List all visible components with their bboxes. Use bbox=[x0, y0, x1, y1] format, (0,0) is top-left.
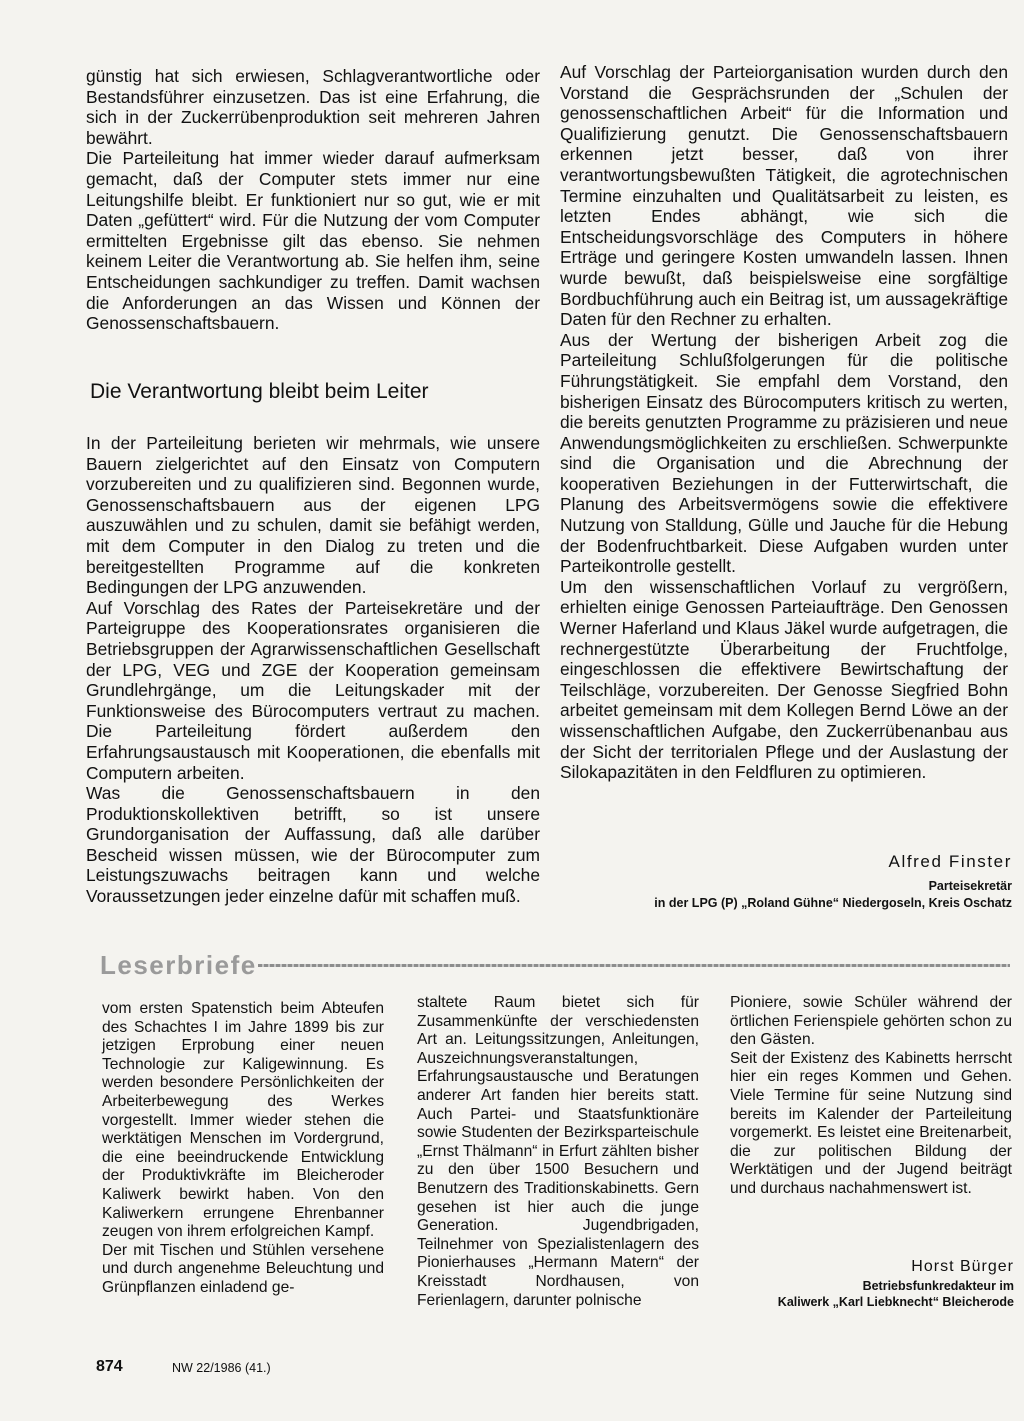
paragraph: Aus der Wertung der bisherigen Arbeit zog die Parteileitung Schlußfolgerungen für die politische Führungstätigkeit. Sie empfahl dem Vorstand, den bisherigen Einsatz des Bürocomputers kritisch zu werten, die bereits genutzten Programme zu präzisieren und neue Anwendungsmöglichkeiten zu erschließen. Schwerpunkte sind die Organisation und die Abrechnung der kooperativen Beziehungen in der Futterwirtschaft, die Planung des Arbeitsvermögens sowie die effektivere Nutzung von Stalldung, Gülle und Jauche für die Hebung der Bodenfruchtbarkeit. Diese Aufgaben wurden unter Parteikontrolle gestellt. bbox=[560, 329, 1008, 577]
paragraph: Um den wissenschaftlichen Vorlauf zu vergrößern, erhielten einige Genossen Parteiaufträge. Den Genossen Werner Haferland und Klaus Jäkel wurde aufgetragen, die rechnergestützte Überarbeitung der Fruchtfolge, eingeschlossen die effektivere Bewirtschaftung der Teilschläge, vorzubereiten. Der Genosse Siegfried Bohn arbeitet gemeinsam mit dem Kollegen Bernd Löwe an der wissenschaftlichen Aufgabe, den Zuckerrübenanbau aus der Sicht der territorialen Pflege und der Auslastung der Silokapazitäten in den Feldfluren zu optimieren. bbox=[560, 576, 1008, 783]
letter-author-organization: Kaliwerk „Karl Liebknecht“ Bleicherode bbox=[777, 1295, 1014, 1309]
paragraph: günstig hat sich erwiesen, Schlagverantwortliche oder Bestandsführer einzusetzen. Das ist eine Erfahrung, die sich in der Zuckerrübenproduktion seit mehreren Jahren bewährt. bbox=[86, 66, 540, 148]
paragraph: staltete Raum bietet sich für Zusammenkünfte der verschiedensten Art an. Leitungssitzungen, Anleitungen, Auszeichnungsveranstaltungen, Erfahrungsaustausche und Beratungen anderer Art fanden hier bereits statt. Auch Partei- und Staatsfunktionäre sowie Studenten der Bezirksparteischule „Ernst Thälmann“ in Erfurt zählten bisher zu den über 1500 Besuchern und Benutzern des Traditionskabinetts. Gern gesehen ist hier auch die junge Generation. Jugendbrigaden, Teilnehmer von Spezialistenlagern des Pionierhauses „Hermann Matern“ der Kreisstadt Nordhausen, von Ferienlagern, darunter polnische bbox=[417, 994, 699, 1309]
page-number: 874 bbox=[96, 1358, 123, 1375]
letter-column-1 bbox=[102, 1000, 384, 1298]
paragraph: Der mit Tischen und Stühlen versehene und durch angenehme Beleuchtung und Grünpflanzen einladend ge- bbox=[102, 1241, 384, 1296]
paragraph: vom ersten Spatenstich beim Abteufen des Schachtes I im Jahre 1899 bis zur jetzigen Erprobung einer neuen Technologie zur Kaligewinnung. Es werden besondere Persönlichkeiten der Arbeiterbewegung des Werkes vorgestellt. Immer wieder stehen die werktätigen Menschen im Vordergrund, die eine beeindruckende Entwicklung der Produktivkräfte im Bleicheroder Kaliwerk bewirkt haben. Von den Kaliwerkern errungene Ehrenbanner zeugen von ihrem erfolgreichen Kampf. bbox=[102, 1000, 384, 1241]
author-role: Parteisekretär bbox=[928, 879, 1012, 893]
letter-author-name: Horst Bürger bbox=[911, 1258, 1014, 1275]
paragraph: Die Parteileitung hat immer wieder darauf aufmerksam gemacht, daß der Computer stets immer nur eine Leitungshilfe bleibt. Er funktioniert nur so gut, wie er mit Daten „gefüttert“ wird. Für die Nutzung der vom Computer ermittelten Ergebnisse gilt das ebenso. Sie nehmen keinem Leiter die Verantwortung ab. Sie helfen ihm, seine Entscheidungen sachkundiger zu treffen. Damit wachsen die Anforderungen an das Wissen und Können der Genossenschaftsbauern. bbox=[86, 148, 540, 334]
paragraph: Pioniere, sowie Schüler während der örtlichen Ferienspiele gehörten schon zu den Gästen. bbox=[730, 994, 1012, 1049]
letter-column-3 bbox=[730, 994, 1012, 1199]
rubric-title: Leserbriefe bbox=[100, 950, 257, 980]
author-name: Alfred Finster bbox=[888, 852, 1012, 871]
section-heading: Die Verantwortung bleibt beim Leiter bbox=[90, 380, 429, 403]
letter-author-role: Betriebsfunkredakteur im bbox=[862, 1279, 1014, 1293]
paragraph: Was die Genossenschaftsbauern in den Produktionskollektiven betrifft, so ist unsere Grundorganisation der Auffassung, daß alle darüber Bescheid wissen müssen, wie der Bürocomputer zum Leistungszuwachs beitragen kann und welche Voraussetzungen jeder einzelne dafür mit schaffen muß. bbox=[86, 783, 540, 907]
paragraph: Auf Vorschlag des Rates der Parteisekretäre und der Parteigruppe des Kooperationsrates organisieren die Betriebsgruppen der Agrarwissenschaftlichen Gesellschaft der LPG, VEG und ZGE der Kooperation gemeinsam Grundlehrgänge, um die Leitungskader mit der Funktionsweise des Bürocomputers vertraut zu machen. Die Parteileitung fördert außerdem den Erfahrungsaustausch mit Kooperationen, die ebenfalls mit Computern arbeiten. bbox=[86, 597, 540, 783]
issue-reference: NW 22/1986 (41.) bbox=[172, 1361, 271, 1375]
article-column-right bbox=[560, 62, 1008, 783]
letter-column-2 bbox=[417, 994, 699, 1310]
author-organization: in der LPG (P) „Roland Gühne“ Niedergoseln, Kreis Oschatz bbox=[654, 896, 1012, 910]
paragraph: Seit der Existenz des Kabinetts herrscht hier ein reges Kommen und Gehen. Viele Termine für seine Nutzung sind bereits im Kalender der Parteileitung vorgemerkt. Es leistet eine Breitenarbeit, die zur politischen Bildung der Werktätigen und der Jugend beiträgt und durchaus nachahmenswert ist. bbox=[730, 1049, 1012, 1197]
rubric-divider bbox=[258, 964, 1010, 967]
article-column-left-bottom bbox=[86, 433, 540, 907]
article-column-left-top bbox=[86, 66, 540, 334]
paragraph: In der Parteileitung berieten wir mehrmals, wie unsere Bauern zielgerichtet auf den Einsatz von Computern vorzubereiten und zu qualifizieren sind. Begonnen wurde, Genossenschaftsbauern aus der eigenen LPG auszuwählen und zu schulen, damit sie befähigt werden, mit dem Computer in den Dialog zu treten und die bereitgestellten Programme auf die konkreten Bedingungen der LPG anzuwenden. bbox=[86, 433, 540, 598]
paragraph: Auf Vorschlag der Parteiorganisation wurden durch den Vorstand die Gesprächsrunden der „Schulen der genossenschaftlichen Arbeit“ für die Information und Qualifizierung genutzt. Die Genossenschaftsbauern erkennen jetzt besser, daß von ihrer verantwortungsbewußten Tätigkeit, die agrotechnischen Termine einzuhalten und Qualitätsarbeit zu leisten, es letzten Endes abhängt, wie sich die Entscheidungsvorschläge des Computers in höhere Erträge und geringere Kosten umwandeln lassen. Ihnen wurde bewußt, daß beispielsweise eine sorgfältige Bordbuchführung auch ein Beitrag ist, um aussagekräftige Daten für den Rechner zu erhalten. bbox=[560, 62, 1008, 330]
